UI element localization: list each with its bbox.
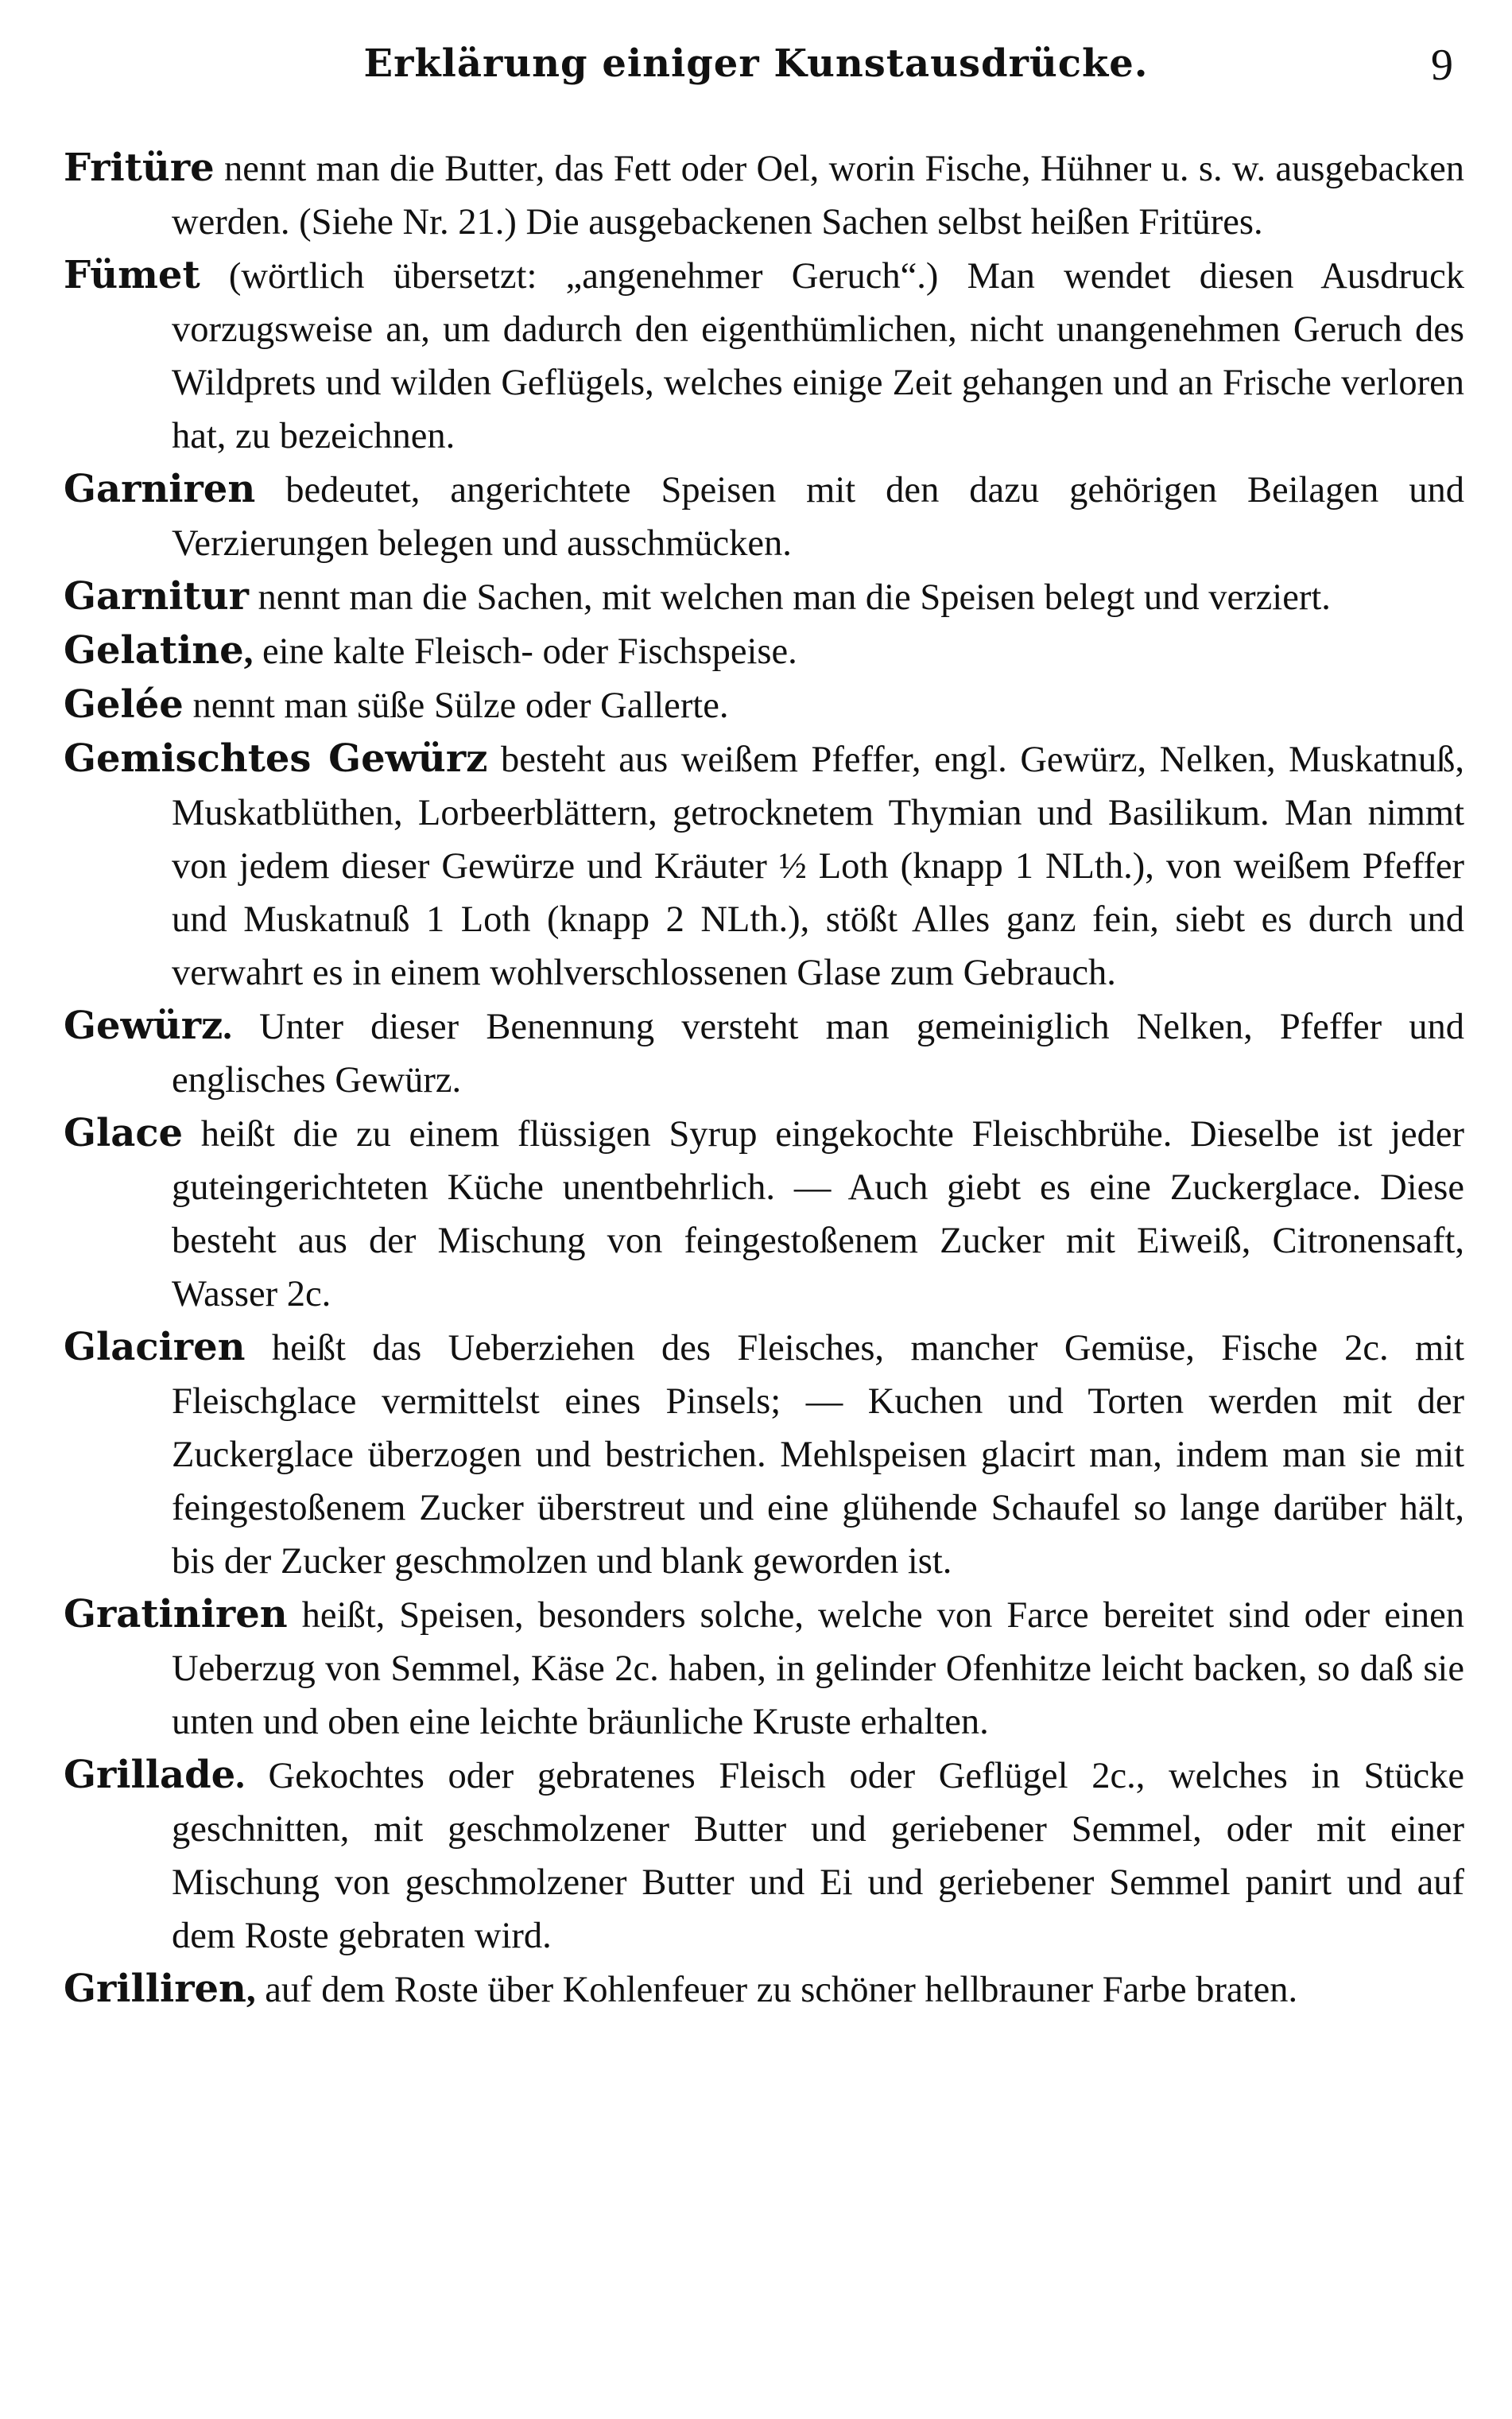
- glossary-entry: [64, 732, 1464, 1000]
- entry-term-punct: ,: [243, 631, 254, 672]
- entry-term: Fritüre: [64, 146, 215, 190]
- glossary-entries: [64, 142, 1464, 2017]
- entry-term: Grilliren: [64, 1967, 246, 2011]
- entry-term: Garniren: [64, 467, 256, 511]
- entry-term: Gelatine: [64, 628, 244, 673]
- entry-term: Grillade: [64, 1753, 236, 1797]
- entry-term: Gratiniren: [64, 1592, 288, 1637]
- glossary-entry: [64, 624, 1464, 678]
- entry-definition: eine kalte Fleisch- oder Fischspeise.: [262, 631, 797, 672]
- entry-term-punct: .: [235, 1756, 245, 1796]
- glossary-entry: [64, 1107, 1464, 1321]
- running-head: [0, 37, 1512, 100]
- glossary-entry: [64, 463, 1464, 570]
- entry-term: Garnitur: [64, 574, 249, 619]
- entry-definition: nennt man die Sachen, mit welchen man die Speisen belegt und verziert.: [258, 577, 1331, 618]
- entry-term: Fümet: [64, 253, 200, 297]
- entry-definition: besteht aus weißem Pfeffer, engl. Gewürz, Nelken, Muskatnuß, Muskatblüthen, Lorbeerblättern, getrocknetem Thymian und Basilikum. Man nimmt von jedem dieser Gewürze und Kräuter ½ Loth (knapp 1 NLth.), von weißem Pfeffer und Muskatnuß 1 Loth (knapp 2 NLth.), stößt Alles ganz fein, siebt es durch und verwahrt es in einem wohlverschlossenen Glase zum Gebrauch.: [172, 740, 1465, 993]
- entry-definition: auf dem Roste über Kohlenfeuer zu schöner hellbrauner Farbe braten.: [265, 1970, 1298, 2010]
- entry-definition: nennt man die Butter, das Fett oder Oel, worin Fische, Hühner u. s. w. ausgebacken werden. (Siehe Nr. 21.) Die ausgebackenen Sachen selbst heißen Fritüres.: [172, 149, 1465, 243]
- entry-term: Glace: [64, 1111, 184, 1155]
- page-number: 9: [1431, 41, 1453, 90]
- entry-definition: heißt, Speisen, besonders solche, welche von Farce bereitet sind oder einen Ueberzug von Semmel, Käse 2c. haben, in gelinder Ofenhitze leicht backen, so daß sie unten und oben eine leichte bräunliche Kruste erhalten.: [172, 1595, 1464, 1742]
- entry-definition: (wörtlich übersetzt: „angenehmer Geruch“.) Man wendet diesen Ausdruck vorzugsweise an, um dadurch den eigenthümlichen, nicht unangenehmen Geruch des Wildprets und wilden Geflügels, welches einige Zeit gehangen und an Frische verloren hat, zu bezeichnen.: [172, 256, 1465, 456]
- entry-term-punct: .: [223, 1007, 232, 1047]
- entry-definition: Unter dieser Benennung versteht man gemeiniglich Nelken, Pfeffer und englisches Gewürz.: [172, 1007, 1465, 1101]
- entry-term: Gemischtes Gewürz: [64, 736, 488, 781]
- entry-term-punct: ,: [246, 1970, 256, 2010]
- glossary-entry: [64, 1749, 1464, 1963]
- entry-definition: bedeutet, angerichtete Speisen mit den dazu gehörigen Beilagen und Verzierungen belegen und ausschmücken.: [172, 470, 1465, 564]
- entry-definition: Gekochtes oder gebratenes Fleisch oder Geflügel 2c., welches in Stücke geschnitten, mit geschmolzener Butter und geriebener Semmel, oder mit einer Mischung von geschmolzener Butter und Ei und geriebener Semmel panirt und auf dem Roste gebraten wird.: [172, 1756, 1465, 1956]
- entry-definition: nennt man süße Sülze oder Gallerte.: [192, 685, 729, 726]
- glossary-entry: [64, 678, 1464, 732]
- glossary-entry: [64, 1000, 1464, 1107]
- running-title: Erklärung einiger Kunstausdrücke.: [363, 41, 1149, 86]
- glossary-entry: [64, 1321, 1464, 1588]
- glossary-entry: [64, 1963, 1464, 2017]
- glossary-entry: [64, 570, 1464, 624]
- glossary-entry: [64, 142, 1464, 249]
- glossary-entry: [64, 1588, 1464, 1749]
- glossary-entry: [64, 249, 1464, 463]
- entry-definition: heißt die zu einem flüssigen Syrup eingekochte Fleischbrühe. Dieselbe ist jeder guteingerichteten Küche unentbehrlich. — Auch giebt es eine Zuckerglace. Diese besteht aus der Mischung von feingestoßenem Zucker mit Eiweiß, Citronensaft, Wasser 2c.: [172, 1114, 1465, 1314]
- entry-term: Gewürz: [64, 1004, 223, 1048]
- entry-definition: heißt das Ueberziehen des Fleisches, mancher Gemüse, Fische 2c. mit Fleischglace vermittelst eines Pinsels; — Kuchen und Torten werden mit der Zuckerglace überzogen und bestrichen. Mehlspeisen glacirt man, indem man sie mit feingestoßenem Zucker überstreut und eine glühende Schaufel so lange darüber hält, bis der Zucker geschmolzen und blank geworden ist.: [172, 1328, 1465, 1582]
- entry-term: Glaciren: [64, 1325, 246, 1369]
- entry-term: Gelée: [64, 682, 184, 727]
